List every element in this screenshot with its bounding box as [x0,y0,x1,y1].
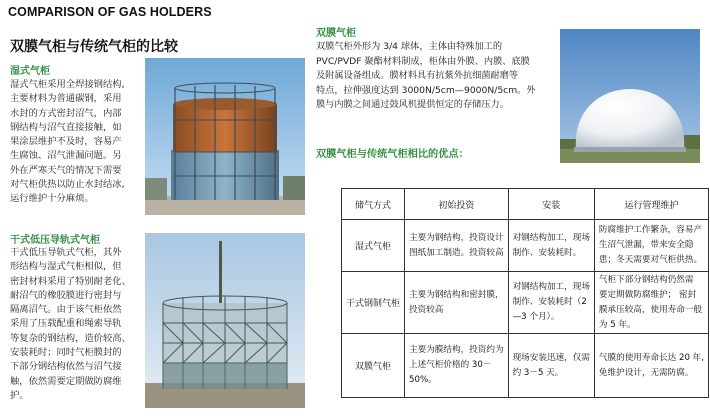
wet-line: 钢结构与沼气直接接触，如 [10,121,122,133]
cell-line: 气柜下部分钢结构仍然需 [598,274,694,285]
dry-line: 采用了压载配重和绳索导轨 [10,318,122,330]
dry-line: 等复杂的钢结构，造价较高、 [10,332,131,344]
table-row [342,272,709,334]
double-membrane-photo [560,29,700,163]
table-row [342,334,709,398]
cell-line: 投资较高 [409,304,444,315]
cell-line: 50%。 [409,375,437,385]
cell-line: 患；冬天需要对气柜供热。 [598,255,703,265]
header-storage-method: 储气方式 [342,189,405,220]
wet-line: 运行维护十分麻烦。 [10,193,94,205]
table-row [342,220,709,272]
wet-line: 湿式气柜采用全焊接钢结构, [10,79,125,90]
cell-line: 现场安装迅速，仅需 [512,352,590,363]
doc-title: COMPARISON OF GAS HOLDERS [8,5,212,19]
cell-line: 免维护设计，无需防腐。 [598,367,694,378]
cell-line: 主要为钢结构，投资设计 [409,232,504,243]
cell-line: 对钢结构加工，现场 [512,232,590,243]
dry-line: 密封材料采用了特别耐老化、 [10,275,131,287]
cell-line: 制作、安装耗时（2 [512,297,587,307]
cell-line: 要定期做防腐维护； 密封 [598,289,697,300]
membrane-line: 双膜气柜外形为 3/4 球体，主体由特殊加工的 [316,41,503,52]
wet-line: 主要材料为普通碳钢，采用 [10,93,122,105]
row-name: 湿式气柜 [342,220,405,272]
dry-holder-paragraph [10,246,142,403]
header-maintenance: 运行管理维护 [594,189,708,220]
membrane-line: PVC/PVDF 聚酯材料制成，柜体由外膜、内膜、底膜 [316,55,530,67]
row-name: 双膜气柜 [342,334,405,398]
dry-holder-title: 干式低压导轨式气柜 [10,235,100,246]
cell-line: 膜承压较高，使用寿命一般 [598,304,703,315]
membrane-line: 及附属设备组成。膜材料具有抗紫外抗细菌耐磨等 [316,70,519,82]
dry-line: 形结构与湿式气柜相似，但 [10,261,122,273]
dry-line: 护。 [10,389,29,401]
cell-line: 约 3－5 天。 [512,367,564,378]
dry-line: 安装耗时；同时气柜膜封的 [10,347,122,359]
main-heading: 双膜气柜与传统气柜的比较 [10,39,178,55]
cell-line: 气膜的使用寿命长达 20 年, [598,352,704,363]
cell-investment [405,220,509,272]
header-initial-investment: 初始投资 [405,189,509,220]
wet-line: 对气柜供热以防止水封结冰, [10,179,125,191]
advantages-title: 双膜气柜与传统气柜相比的优点： [316,149,469,160]
wet-holder-paragraph [10,78,142,207]
cell-line: 生沼气泄漏，带来安全隐 [598,240,694,250]
double-membrane-title: 双膜气柜 [316,28,356,39]
wet-line: 生腐蚀、沼气泄漏问题。另 [10,150,122,162]
dry-line: 隔离沼气。由于该气柜依然 [10,304,122,316]
row-name: 干式钢制气柜 [342,272,405,334]
cell-investment [405,334,509,398]
header-installation: 安装 [508,189,594,220]
cell-line: 为 5 年。 [598,319,636,330]
cell-line: 主要为钢结构和密封膜， [409,289,504,300]
cell-install [508,272,594,334]
double-membrane-paragraph [316,40,560,113]
cell-maintenance [594,220,708,272]
cell-install [508,334,594,398]
table-header-row [342,189,709,220]
cell-line: 主要为膜结构，投资约为 [409,345,504,355]
membrane-line: 特点，拉伸强度达到 3000N/5cm—9000N/5cm。外 [316,84,536,96]
cell-line: 制作、安装耗时。 [512,247,582,258]
dry-line: 干式低压导轨式气柜，其外 [10,247,122,258]
comparison-table [341,188,709,398]
cell-install [508,220,594,272]
cell-line: 对钢结构加工，现场 [512,282,590,292]
cell-maintenance [594,334,708,398]
dry-line: 耐沼气的橡胶膜进行密封与 [10,289,122,301]
dry-line: 触，依然需要定期做防腐维 [10,375,122,387]
cell-investment [405,272,509,334]
wet-holder-title: 湿式气柜 [10,66,50,77]
wet-line: 水封的方式密封沼气，内部 [10,107,122,119]
wet-holder-photo [145,58,305,215]
cell-line: 图纸加工制造。投资较高 [409,247,504,258]
dry-holder-photo [145,233,305,408]
wet-line: 外在严寒天气的情况下需要 [10,164,122,176]
dry-line: 下部分钢结构依然与沼气接 [10,361,122,373]
wet-line: 果涂层维护不及时，容易产 [10,136,122,148]
cell-line: 上述气柜价格的 30－ [409,360,492,370]
membrane-line: 膜与内膜之间通过鼓风机提供恒定的存储压力。 [316,99,509,111]
cell-line: 防腐维护工作繁杂，容易产 [598,225,703,235]
cell-maintenance [594,272,708,334]
cell-line: —3 个月）。 [512,312,560,322]
